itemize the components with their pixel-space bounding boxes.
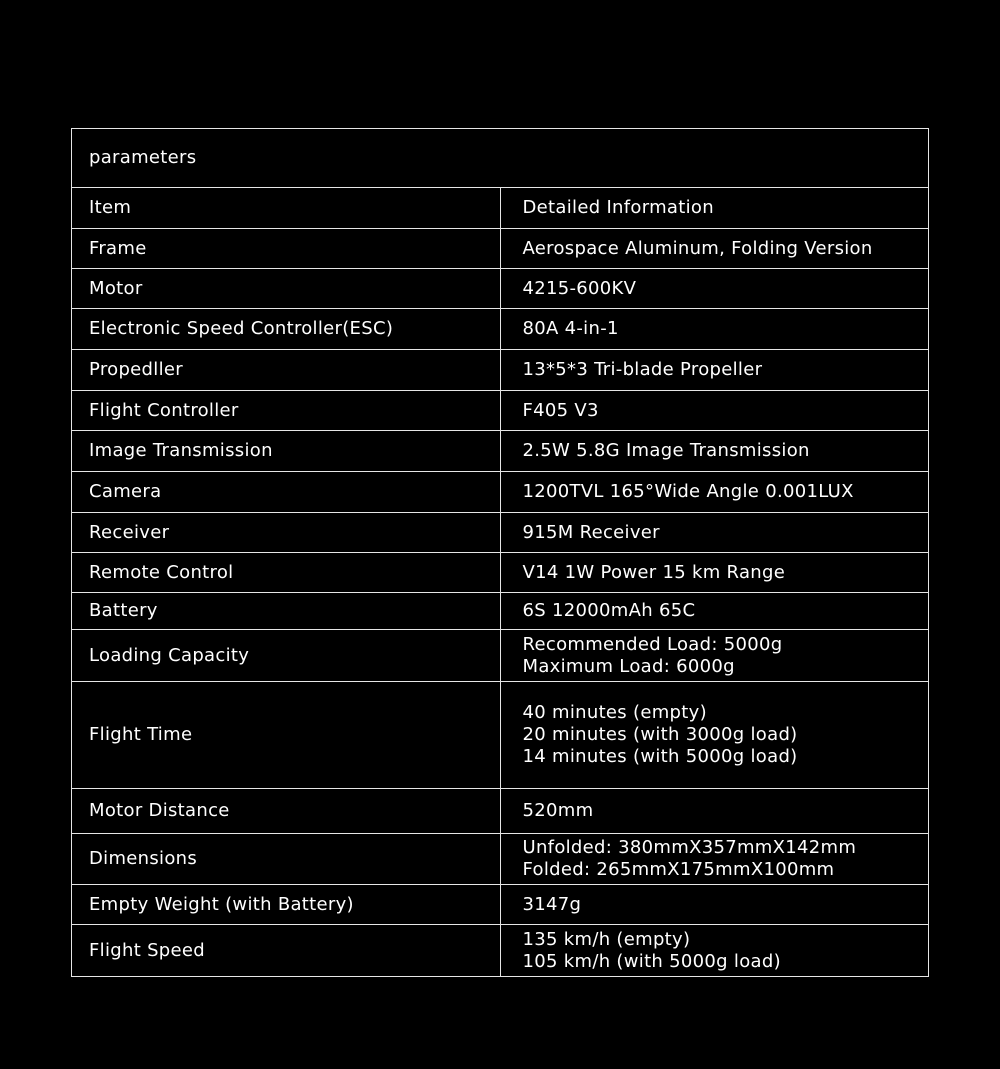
detail-line: 135 km/h (empty): [522, 928, 691, 950]
detail-line: F405 V3: [522, 399, 599, 421]
table-row: [72, 269, 929, 309]
table-row: [72, 553, 929, 593]
table-row: [72, 391, 929, 431]
detail-line: 80A 4-in-1: [522, 318, 619, 339]
detail-line: Folded: 265mmX175mmX100mm: [522, 859, 835, 880]
table-row: [72, 513, 929, 553]
parameters-table-body: [72, 129, 929, 977]
detail-line: Aerospace Aluminum, Folding Version: [522, 237, 873, 259]
table-row: [72, 472, 929, 513]
table-row: [72, 885, 929, 925]
row-item-camera: Camera: [72, 472, 501, 513]
table-row: [72, 682, 929, 789]
row-item-image-transmission: Image Transmission: [72, 431, 501, 472]
parameters-table: [71, 128, 929, 977]
row-item-flight-controller: Flight Controller: [72, 391, 501, 431]
detail-line: 20 minutes (with 3000g load): [522, 724, 798, 745]
detail-line: 520mm: [522, 800, 594, 821]
row-item-motor: Motor: [72, 269, 501, 309]
row-detail-dimensions: [500, 834, 929, 885]
detail-line: 915M Receiver: [522, 521, 660, 543]
row-item-motor-distance: Motor Distance: [72, 789, 501, 834]
row-detail-motor: [500, 269, 929, 309]
row-detail-frame: [500, 229, 929, 269]
row-item-dimensions: Dimensions: [72, 834, 501, 885]
detail-line: 3147g: [522, 893, 582, 915]
row-item-empty-weight: Empty Weight (with Battery): [72, 885, 501, 925]
detail-line: 4215-600KV: [522, 277, 637, 299]
detail-line: Unfolded: 380mmX357mmX142mm: [522, 837, 857, 858]
row-detail-flight-speed: [500, 925, 929, 977]
title-row: [72, 129, 929, 188]
detail-line: 6S 12000mAh 65C: [522, 600, 696, 621]
row-detail-esc: [500, 309, 929, 350]
detail-line: Maximum Load: 6000g: [522, 655, 735, 677]
row-detail-camera: [500, 472, 929, 513]
row-item-propeller: Propedller: [72, 350, 501, 391]
detail-line: Recommended Load: 5000g: [522, 633, 783, 655]
row-item-frame: Frame: [72, 229, 501, 269]
table-row: [72, 593, 929, 630]
detail-line: V14 1W Power 15 km Range: [522, 561, 786, 583]
detail-line: 1200TVL 165°Wide Angle 0.001LUX: [522, 481, 854, 502]
row-detail-flight-controller: [500, 391, 929, 431]
row-item-loading-capacity: Loading Capacity: [72, 630, 501, 682]
table-row: [72, 834, 929, 885]
row-detail-remote-control: [500, 553, 929, 593]
row-item-remote-control: Remote Control: [72, 553, 501, 593]
header-item: Item: [72, 188, 501, 229]
row-item-battery: Battery: [72, 593, 501, 630]
row-item-flight-speed: Flight Speed: [72, 925, 501, 977]
table-row: [72, 630, 929, 682]
table-row: [72, 350, 929, 391]
detail-line: 2.5W 5.8G Image Transmission: [522, 440, 810, 461]
row-item-flight-time: Flight Time: [72, 682, 501, 789]
row-detail-image-transmission: [500, 431, 929, 472]
table-row: [72, 925, 929, 977]
header-row: [72, 188, 929, 229]
table-row: [72, 309, 929, 350]
table-row: [72, 431, 929, 472]
row-item-receiver: Receiver: [72, 513, 501, 553]
detail-line: 105 km/h (with 5000g load): [522, 950, 781, 972]
row-detail-flight-time: [500, 682, 929, 789]
row-item-esc: Electronic Speed Controller(ESC): [72, 309, 501, 350]
header-detail: Detailed Information: [500, 188, 929, 229]
row-detail-empty-weight: [500, 885, 929, 925]
detail-line: 14 minutes (with 5000g load): [522, 746, 798, 767]
row-detail-propeller: [500, 350, 929, 391]
table-row: [72, 789, 929, 834]
row-detail-battery: [500, 593, 929, 630]
detail-line: 13*5*3 Tri-blade Propeller: [522, 359, 763, 380]
detail-line: 40 minutes (empty): [522, 702, 707, 723]
table-title: parameters: [72, 129, 929, 188]
row-detail-motor-distance: [500, 789, 929, 834]
table-row: [72, 229, 929, 269]
row-detail-loading-capacity: [500, 630, 929, 682]
row-detail-receiver: [500, 513, 929, 553]
